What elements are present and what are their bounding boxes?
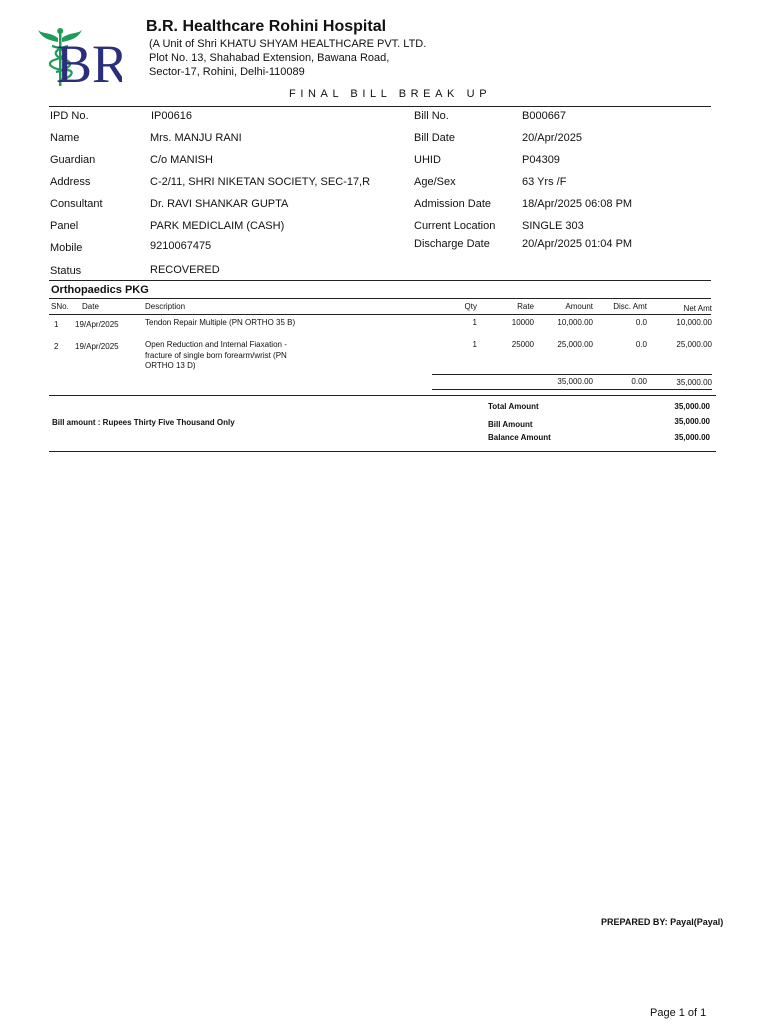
hospital-name: B.R. Healthcare Rohini Hospital — [146, 18, 387, 35]
admission-date-value: 18/Apr/2025 06:08 PM — [522, 198, 633, 210]
col-header-description: Description — [145, 302, 186, 311]
row1-amount: 10,000.00 — [557, 318, 593, 327]
status-value: RECOVERED — [150, 264, 220, 276]
row2-description: Open Reduction and Internal Fiaxation -fracture of single born forearm/wrist (PN ORTHO 13 D) — [145, 340, 287, 370]
row2-disc: 0.0 — [635, 340, 647, 349]
consultant-label: Consultant — [50, 198, 103, 210]
name-label: Name — [50, 132, 80, 144]
col-header-date: Date — [82, 302, 99, 311]
row1-rate: 10000 — [511, 318, 534, 327]
subtotal-disc: 0.00 — [631, 377, 647, 386]
bill-amount-value: 35,000.00 — [674, 417, 710, 426]
guardian-value: C/o MANISH — [150, 154, 213, 166]
discharge-date-label: Discharge Date — [414, 238, 490, 250]
ipd-no-label: IPD No. — [50, 110, 89, 122]
row2-sno: 2 — [54, 342, 59, 351]
admission-date-label: Admission Date — [414, 198, 492, 210]
row1-date: 19/Apr/2025 — [75, 320, 119, 329]
hospital-address-line-2: Sector-17, Rohini, Delhi-110089 — [149, 66, 305, 78]
bill-date-value: 20/Apr/2025 — [522, 132, 582, 144]
info-divider — [49, 280, 711, 281]
balance-amount-value: 35,000.00 — [674, 433, 710, 442]
page-info: Page 1 of 1 — [650, 1007, 707, 1019]
col-header-amount: Amount — [565, 302, 593, 311]
totals-top-rule — [49, 395, 716, 396]
subtotal-bottom-rule — [432, 389, 712, 390]
col-header-rate: Rate — [517, 302, 534, 311]
prepared-by: PREPARED BY: Payal(Payal) — [601, 917, 724, 927]
uhid-value: P04309 — [522, 154, 560, 166]
caduceus-icon — [36, 26, 122, 88]
consultant-value: Dr. RAVI SHANKAR GUPTA — [150, 198, 289, 210]
section-title: Orthopaedics PKG — [51, 284, 149, 296]
subtotal-top-rule — [432, 374, 712, 375]
row1-net: 10,000.00 — [676, 318, 712, 327]
guardian-label: Guardian — [50, 154, 96, 166]
status-label: Status — [50, 265, 82, 277]
col-header-net: Net Amt — [683, 304, 712, 313]
address-label: Address — [50, 176, 91, 188]
panel-value: PARK MEDICLAIM (CASH) — [150, 220, 285, 232]
bill-amount-label: Bill Amount — [488, 420, 533, 429]
hospital-unit-line: (A Unit of Shri KHATU SHYAM HEALTHCARE PVT. LTD. — [149, 38, 427, 50]
total-amount-value: 35,000.00 — [674, 402, 710, 411]
subtotal-net: 35,000.00 — [676, 378, 712, 387]
panel-label: Panel — [50, 220, 79, 232]
current-location-value: SINGLE 303 — [522, 220, 584, 232]
row1-sno: 1 — [54, 320, 59, 329]
hospital-address-line-1: Plot No. 13, Shahabad Extension, Bawana Road, — [149, 52, 390, 64]
totals-bottom-rule — [49, 451, 716, 452]
table-top-rule — [49, 298, 711, 299]
row2-amount: 25,000.00 — [557, 340, 593, 349]
uhid-label: UHID — [414, 154, 441, 166]
bill-date-label: Bill Date — [414, 132, 455, 144]
ipd-no-value: IP00616 — [151, 110, 192, 122]
discharge-date-value: 20/Apr/2025 01:04 PM — [522, 238, 633, 250]
row2-net: 25,000.00 — [676, 340, 712, 349]
age-sex-value: 63 Yrs /F — [522, 176, 567, 188]
row1-disc: 0.0 — [635, 318, 647, 327]
col-header-disc: Disc. Amt — [613, 302, 647, 311]
row2-date: 19/Apr/2025 — [75, 342, 119, 351]
row2-rate: 25000 — [511, 340, 534, 349]
balance-amount-label: Balance Amount — [488, 433, 551, 442]
row1-qty: 1 — [472, 318, 477, 327]
age-sex-label: Age/Sex — [414, 176, 456, 188]
mobile-value: 9210067475 — [150, 240, 212, 252]
col-header-qty: Qty — [464, 302, 477, 311]
total-amount-label: Total Amount — [488, 402, 539, 411]
table-header-rule — [49, 314, 711, 315]
current-location-label: Current Location — [414, 220, 496, 232]
col-header-sno: SNo. — [51, 302, 69, 311]
row2-qty: 1 — [472, 340, 477, 349]
document-title: FINAL BILL BREAK UP — [289, 88, 492, 100]
bill-no-label: Bill No. — [414, 110, 449, 122]
logo-letters: BR — [56, 34, 122, 88]
bill-no-value: B000667 — [522, 110, 567, 122]
name-value: Mrs. MANJU RANI — [150, 132, 242, 144]
subtotal-amount: 35,000.00 — [557, 377, 593, 386]
header-divider — [49, 106, 711, 107]
mobile-label: Mobile — [50, 242, 83, 254]
address-value: C-2/11, SHRI NIKETAN SOCIETY, SEC-17,R — [150, 176, 371, 188]
row1-description: Tendon Repair Multiple (PN ORTHO 35 B) — [145, 318, 296, 327]
hospital-logo — [36, 26, 122, 88]
amount-in-words: Bill amount : Rupees Thirty Five Thousand Only — [52, 418, 235, 427]
